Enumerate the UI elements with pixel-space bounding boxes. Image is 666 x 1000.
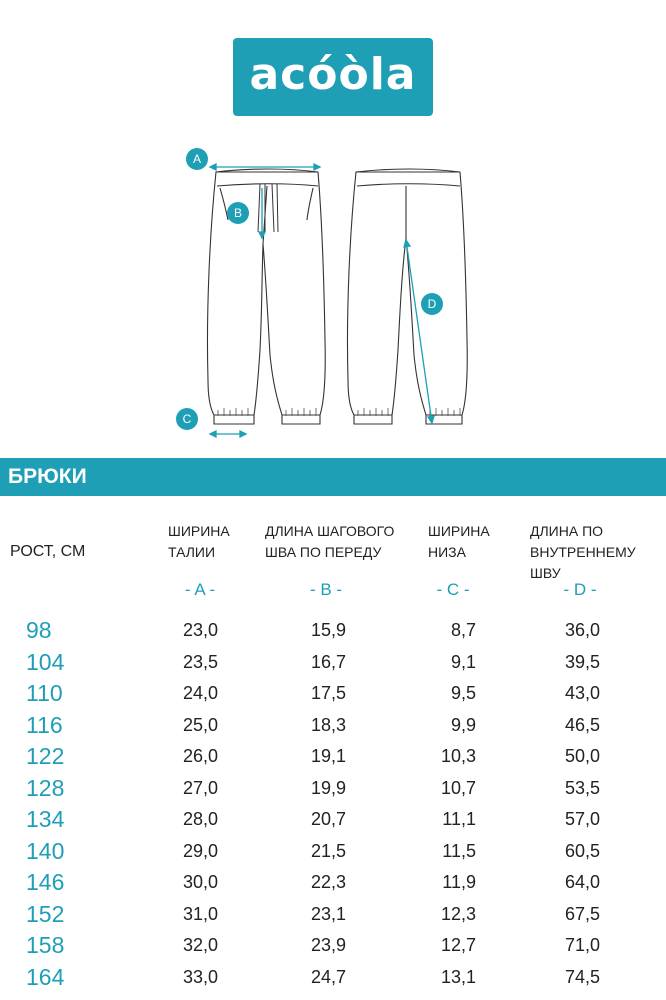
pants-front-view [207,169,325,424]
inseam-cell: 50,0 [564,746,600,766]
table-row [0,678,666,710]
inseam-cell: 67,5 [564,903,600,924]
header-c-line2: НИЗА [428,544,466,560]
marker-d-label: D [427,297,437,311]
column-letter-a: - A - [184,580,216,599]
rise-cell: 15,9 [310,620,346,640]
inseam-cell: 71,0 [564,935,600,955]
column-letter-b: - B - [309,580,343,599]
table-row [0,899,666,931]
inseam-cell: 57,0 [564,809,600,829]
column-letter-c: - C - [436,580,470,599]
hem-cell: 11,5 [442,840,476,861]
measure-markers [176,148,443,430]
rise-cell: 23,1 [310,903,346,924]
header-d-line1: ДЛИНА ПО [530,523,604,539]
table-row [0,836,666,868]
header-front-rise [265,521,394,563]
marker-a-label: A [192,152,202,166]
rise-cell: 20,7 [310,809,346,829]
waist-cell: 26,0 [182,746,218,766]
hem-cell: 13,1 [440,966,476,987]
waist-cell: 25,0 [182,714,218,735]
header-a-line1: ШИРИНА [168,523,230,539]
size-cell: 146 [26,869,65,895]
size-cell: 152 [26,900,65,927]
hem-cell: 12,7 [440,935,476,955]
inseam-cell: 53,5 [564,777,600,798]
section-band [0,458,666,496]
hem-cell: 10,3 [440,746,476,766]
waist-cell: 27,0 [182,777,218,798]
header-b-line1: ДЛИНА ШАГОВОГО [265,523,395,539]
header-inseam-length [530,521,666,584]
table-row [0,647,666,679]
brand-logo [233,38,433,116]
waist-cell: 24,0 [182,683,218,703]
waist-cell: 30,0 [182,872,218,892]
table-row [0,710,666,742]
rise-cell: 17,5 [310,683,346,703]
hem-cell: 9,1 [450,651,476,672]
table-row [0,615,666,647]
size-cell: 110 [26,680,63,706]
header-a-line2: ТАЛИИ [168,544,216,560]
section-title: БРЮКИ [8,465,87,488]
column-letter-d: - D - [563,580,597,599]
rise-cell: 18,3 [310,714,346,735]
hem-cell: 10,7 [440,777,476,798]
inseam-cell: 43,0 [564,683,600,703]
brand-logo-text: acóòla [249,49,417,100]
inseam-cell: 36,0 [564,620,600,640]
pants-back-view [347,169,467,424]
hem-cell: 8,7 [450,620,476,640]
waist-cell: 23,0 [182,620,218,640]
waist-cell: 28,0 [182,809,218,829]
size-cell: 134 [26,806,65,832]
size-cell: 140 [26,837,65,864]
waist-cell: 23,5 [182,651,218,672]
size-cell: 164 [26,963,65,990]
inseam-cell: 64,0 [564,872,600,892]
hem-cell: 9,5 [450,683,476,703]
header-c-line1: ШИРИНА [428,523,490,539]
hem-cell: 12,3 [440,903,476,924]
header-waist-width [168,521,230,563]
inseam-cell: 60,5 [564,840,600,861]
rise-cell: 16,7 [310,651,346,672]
waist-cell: 32,0 [182,935,218,955]
marker-b-label: B [233,206,243,220]
inseam-cell: 46,5 [564,714,600,735]
header-size: РОСТ, СМ [10,543,86,560]
size-cell: 104 [26,648,65,675]
inseam-cell: 74,5 [564,966,600,987]
size-cell: 158 [26,932,65,958]
rise-cell: 19,1 [310,746,346,766]
table-row [0,962,666,994]
size-cell: 128 [26,774,65,801]
hem-cell: 9,9 [450,714,476,735]
inseam-cell: 39,5 [564,651,600,672]
header-hem-width [428,521,490,563]
size-cell: 98 [26,617,52,643]
table-row [0,930,666,962]
drawstring [258,184,278,232]
table-row [0,741,666,773]
hem-cell: 11,9 [442,872,476,892]
size-cell: 122 [26,743,65,769]
table-row [0,804,666,836]
waist-cell: 29,0 [182,840,218,861]
size-cell: 116 [26,711,63,738]
table-row [0,867,666,899]
waist-cell: 31,0 [182,903,218,924]
hem-cell: 11,1 [442,809,476,829]
table-row [0,773,666,805]
rise-cell: 23,9 [310,935,346,955]
rise-cell: 19,9 [310,777,346,798]
waist-cell: 33,0 [182,966,218,987]
rise-cell: 24,7 [310,966,346,987]
marker-c-label: C [182,412,192,426]
header-d-line2: ВНУТРЕННЕМУ ШВУ [530,544,636,581]
rise-cell: 22,3 [310,872,346,892]
pants-measurement-diagram [170,140,500,445]
size-table [0,615,666,993]
rise-cell: 21,5 [310,840,346,861]
header-b-line2: ШВА ПО ПЕРЕДУ [265,544,382,560]
